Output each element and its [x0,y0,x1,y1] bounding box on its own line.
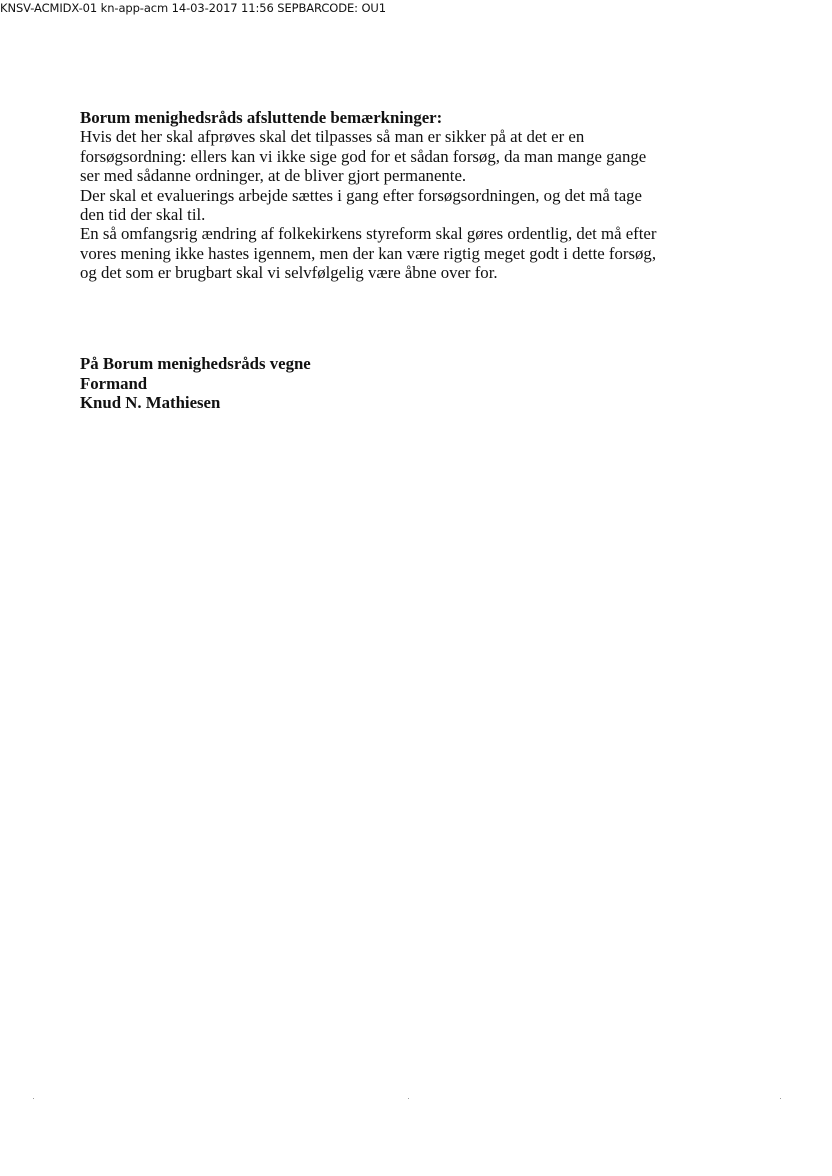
body-line: ser med sådanne ordninger, at de bliver gjort permanente. [80,166,467,186]
body-line: Der skal et evaluerings arbejde sættes i gang efter forsøgsordningen, og det må tage [80,185,642,205]
signature-name: Knud N. Mathiesen [80,393,221,413]
section-heading: Borum menighedsråds afsluttende bemærkninger: [80,108,443,127]
signature-on-behalf: På Borum menighedsråds vegne [80,354,311,373]
signature-role: Formand [80,373,148,393]
document-body [80,108,760,283]
body-line: den tid der skal til. [80,205,206,225]
body-line: Hvis det her skal afprøves skal det tilpasses så man er sikker på at det er en [80,127,585,147]
signature-block [80,354,311,413]
scan-speck [780,1098,781,1099]
header-stamp: KNSV-ACMIDX-01 kn-app-acm 14-03-2017 11:56 SEPBARCODE: OU1 [0,1,386,15]
body-line: vores mening ikke hastes igennem, men der kan være rigtig meget godt i dette forsøg, [80,243,657,263]
scan-speck [33,1098,34,1099]
body-line: forsøgsordning: ellers kan vi ikke sige god for et sådan forsøg, da man mange gange [80,146,647,166]
body-line: og det som er brugbart skal vi selvfølgelig være åbne over for. [80,263,498,283]
scan-speck [408,1098,409,1099]
body-line: En så omfangsrig ændring af folkekirkens styreform skal gøres ordentlig, det må efter [80,224,657,244]
